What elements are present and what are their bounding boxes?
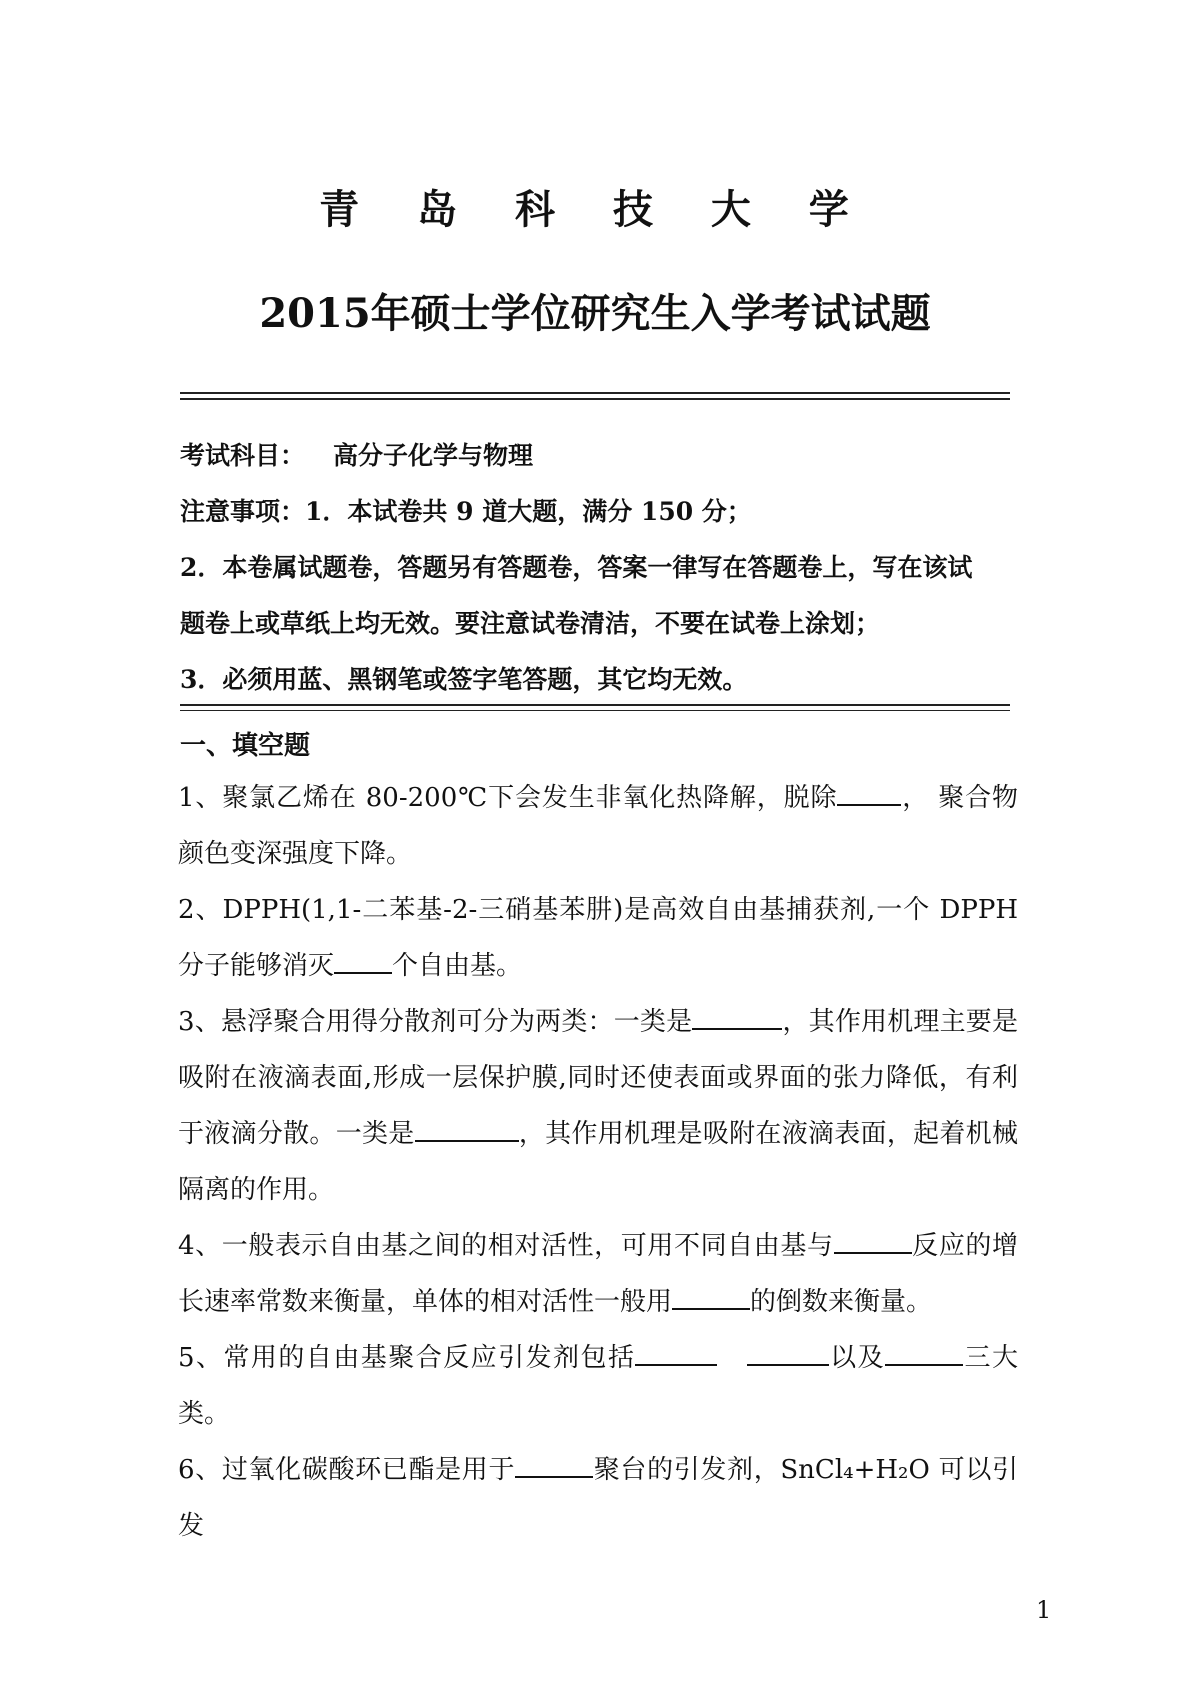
- note-2-line-2: 题卷上或草纸上均无效。要注意试卷清洁，不要在试卷上涂划；: [180, 609, 881, 638]
- question-3: 3、悬浮聚合用得分散剂可分为两类：一类是 ，其作用机理主要是吸附在液滴表面,形成一层保护膜,同时还使表面或界面的张力降低，有利于液滴分散。一类是 ，其作用机理是吸附在液滴表面，起着机械隔离的作用。: [178, 1007, 1018, 1205]
- notes-divider: [180, 704, 1010, 711]
- question-list: [178, 770, 1018, 1554]
- note-3: 3．必须用蓝、黑钢笔或签字笔答题，其它均无效。: [180, 665, 748, 694]
- page-number: 1: [1036, 1596, 1052, 1624]
- answer-blank: [635, 1342, 717, 1366]
- notes-label: 注意事项：: [180, 497, 306, 526]
- note-2-line-1: 2．本卷属试题卷，答题另有答题卷，答案一律写在答题卷上，写在该试: [180, 553, 973, 582]
- subject-value: 高分子化学与物理: [333, 441, 534, 470]
- answer-blank: [747, 1342, 829, 1366]
- note-1: 1．本试卷共 9 道大题，满分 150 分；: [305, 497, 752, 526]
- answer-blank: [415, 1118, 519, 1142]
- question-6: 6、过氧化碳酸环已酯是用于 聚台的引发剂，SnCl₄+H₂O 可以引发: [178, 1455, 1019, 1541]
- answer-blank: [692, 1006, 782, 1030]
- answer-blank: [672, 1286, 750, 1310]
- question-2: 2、DPPH(1,1-二苯基-2-三硝基苯肼)是高效自由基捕获剂,一个 DPPH 分子能够消灭 个自由基。: [178, 895, 1018, 981]
- section-title: 一、填空题: [180, 731, 311, 761]
- question-4: 4、一般表示自由基之间的相对活性，可用不同自由基与 反应的增长速率常数来衡量，单体的相对活性一般用 的倒数来衡量。: [178, 1231, 1018, 1317]
- answer-blank: [834, 1230, 912, 1254]
- exam-title: 2015年硕士学位研究生入学考试试题: [259, 290, 931, 337]
- question-5: 5、常用的自由基聚合反应引发剂包括 以及 三大类。: [178, 1343, 1018, 1429]
- subject-label: 考试科目：: [180, 441, 306, 470]
- answer-blank: [837, 782, 901, 806]
- exam-subject: [180, 436, 1010, 472]
- header-divider: [180, 392, 1010, 400]
- school-name: 青 岛 科 技 大 学: [319, 186, 871, 233]
- exam-notes: [180, 492, 1010, 528]
- question-1: 1、聚氯乙烯在 80-200℃下会发生非氧化热降解，脱除 ， 聚合物颜色变深强度下降。: [178, 783, 1019, 869]
- answer-blank: [334, 950, 392, 974]
- answer-blank: [515, 1454, 593, 1478]
- answer-blank: [885, 1342, 963, 1366]
